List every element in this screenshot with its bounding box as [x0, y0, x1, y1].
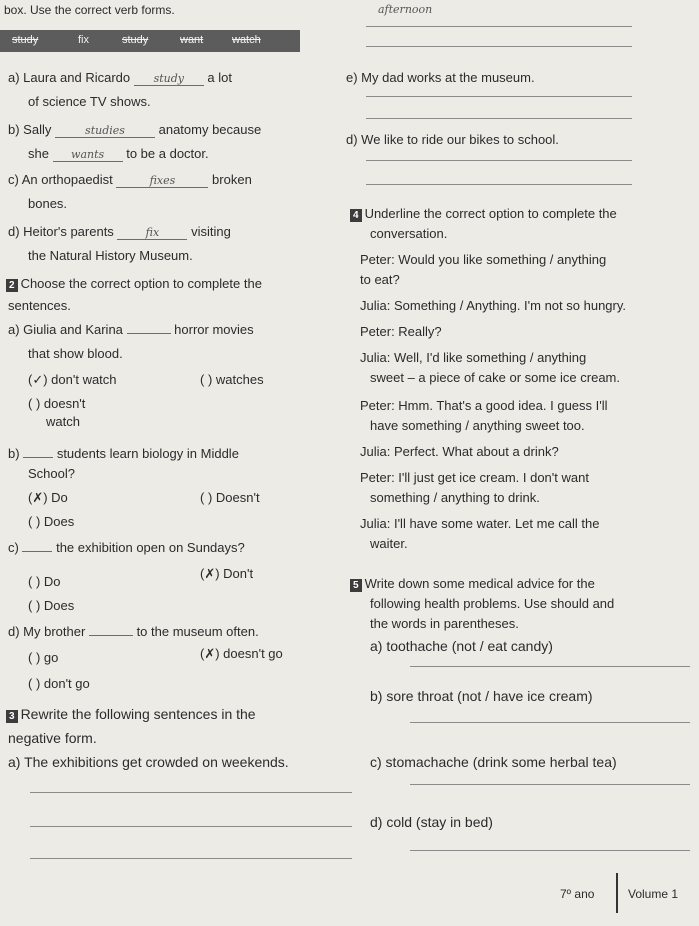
ex2-title-line2: sentences. [8, 298, 71, 313]
ex2-c-option-checked[interactable]: (✗) Don't [200, 566, 254, 581]
dialogue-line: waiter. [370, 536, 408, 551]
ex4-title-line2: conversation. [370, 226, 448, 241]
dialogue-line: Julia: Perfect. What about a drink? [360, 444, 559, 459]
dialogue-line: Julia: I'll have some water. Let me call the [360, 516, 600, 531]
word-bank-word: watch [232, 34, 261, 46]
ex2-d-option[interactable]: ( ) go [28, 650, 59, 665]
ex2-b-option[interactable]: ( ) Does [28, 514, 75, 529]
dialogue-line: Peter: Would you like something / anything [360, 252, 607, 267]
ex1-a-line1: a) Laura and Ricardo study a lot [8, 70, 232, 85]
ex4-title: 4 Underline the correct option to complete the [350, 206, 617, 222]
answer-line[interactable] [366, 160, 632, 161]
ex1-b-line1: b) Sally studies anatomy because [8, 122, 262, 137]
exercise-number-badge: 3 [6, 710, 18, 723]
answer-line[interactable] [30, 826, 352, 827]
ex1-b-line2: she wants to be a doctor. [28, 146, 209, 161]
ex1-d-line2: the Natural History Museum. [28, 248, 193, 263]
ex2-a-option[interactable]: ( ) watches [200, 372, 264, 387]
ex2-a-option[interactable]: ( ) doesn't [28, 396, 86, 411]
volume-label: Volume 1 [628, 887, 679, 901]
answer-line[interactable] [30, 858, 352, 859]
answer-blank[interactable]: study [134, 72, 204, 86]
dialogue-line: Julia: Well, I'd like something / anything [360, 350, 587, 365]
ex2-d-option[interactable]: ( ) don't go [28, 676, 90, 691]
ex5-item-b: b) sore throat (not / have ice cream) [370, 688, 593, 704]
ex2-title: 2 Choose the correct option to complete the [6, 276, 262, 292]
answer-line[interactable] [410, 784, 690, 785]
ex2-a-line2: that show blood. [28, 346, 123, 361]
ex1-c-line1: c) An orthopaedist fixes broken [8, 172, 252, 187]
dialogue-line: something / anything to drink. [370, 490, 540, 505]
ex1-c-line2: bones. [28, 196, 68, 211]
answer-line [366, 26, 632, 27]
ex3-title: 3 Rewrite the following sentences in the [6, 706, 256, 723]
word-bank-word: want [180, 34, 204, 46]
word-bank-word: study [12, 34, 39, 46]
answer-line[interactable] [410, 666, 690, 667]
answer-blank[interactable]: fix [117, 226, 187, 240]
answer-blank[interactable]: studies [55, 124, 155, 138]
ex2-b-line1: b) students learn biology in Middle [8, 446, 239, 461]
right-item-d: d) We like to ride our bikes to school. [346, 132, 559, 147]
answer-line[interactable] [366, 118, 632, 119]
ex2-d-option-checked[interactable]: (✗) doesn't go [200, 646, 283, 661]
ex2-a-option-checked[interactable]: (✓) don't watch [28, 372, 117, 387]
answer-line[interactable] [30, 792, 352, 793]
exercise-number-badge: 4 [350, 209, 362, 222]
dialogue-line: Peter: Really? [360, 324, 442, 339]
dialogue-line: Julia: Something / Anything. I'm not so hungry. [360, 298, 626, 313]
ex2-b-option[interactable]: ( ) Doesn't [200, 490, 260, 505]
ex2-b-option-checked[interactable]: (✗) Do [28, 490, 68, 505]
ex2-a-option-cont: watch [46, 414, 80, 429]
dialogue-line: have something / anything sweet too. [370, 418, 585, 433]
answer-blank[interactable]: wants [53, 148, 123, 162]
answer-blank[interactable] [127, 333, 171, 334]
answer-line [366, 46, 632, 47]
ex1-d-line1: d) Heitor's parents fix visiting [8, 224, 231, 239]
ex5-item-a: a) toothache (not / eat candy) [370, 638, 553, 654]
answer-blank[interactable]: fixes [116, 174, 208, 188]
ex5-title: 5 Write down some medical advice for the [350, 576, 595, 592]
word-bank-word: study [122, 34, 149, 46]
answer-blank[interactable] [23, 457, 53, 458]
word-bank [0, 30, 300, 52]
instruction-tail: box. Use the correct verb forms. [4, 3, 175, 17]
ex2-c-line1: c) the exhibition open on Sundays? [8, 540, 245, 555]
exercise-number-badge: 5 [350, 579, 362, 592]
footer-divider [616, 873, 618, 913]
ex5-item-d: d) cold (stay in bed) [370, 814, 493, 830]
ex1-a-line2: of science TV shows. [28, 94, 151, 109]
handwritten-afternoon: afternoon [378, 3, 433, 16]
answer-blank[interactable] [89, 635, 133, 636]
ex2-c-option[interactable]: ( ) Does [28, 598, 75, 613]
dialogue-line: Peter: Hmm. That's a good idea. I guess I'll [360, 398, 608, 413]
ex5-title-line3: the words in parentheses. [370, 616, 519, 631]
ex2-a-line1: a) Giulia and Karina horror movies [8, 322, 254, 337]
answer-line[interactable] [410, 722, 690, 723]
exercise-number-badge: 2 [6, 279, 18, 292]
answer-line[interactable] [366, 184, 632, 185]
dialogue-line: to eat? [360, 272, 400, 287]
ex2-b-line2: School? [28, 466, 75, 481]
answer-blank[interactable] [22, 551, 52, 552]
grade-label: 7º ano [560, 887, 595, 901]
ex3-title-line2: negative form. [8, 730, 97, 746]
ex2-d-line1: d) My brother to the museum often. [8, 624, 259, 639]
word-bank-word: fix [78, 34, 89, 46]
answer-line[interactable] [366, 96, 632, 97]
ex5-item-c: c) stomachache (drink some herbal tea) [370, 754, 617, 770]
dialogue-line: Peter: I'll just get ice cream. I don't want [360, 470, 589, 485]
ex3-item-a: a) The exhibitions get crowded on weekends. [8, 754, 289, 770]
ex2-c-option[interactable]: ( ) Do [28, 574, 61, 589]
right-item-e: e) My dad works at the museum. [346, 70, 535, 85]
dialogue-line: sweet – a piece of cake or some ice cream. [370, 370, 621, 385]
ex5-title-line2: following health problems. Use should and [370, 596, 615, 611]
answer-line[interactable] [410, 850, 690, 851]
